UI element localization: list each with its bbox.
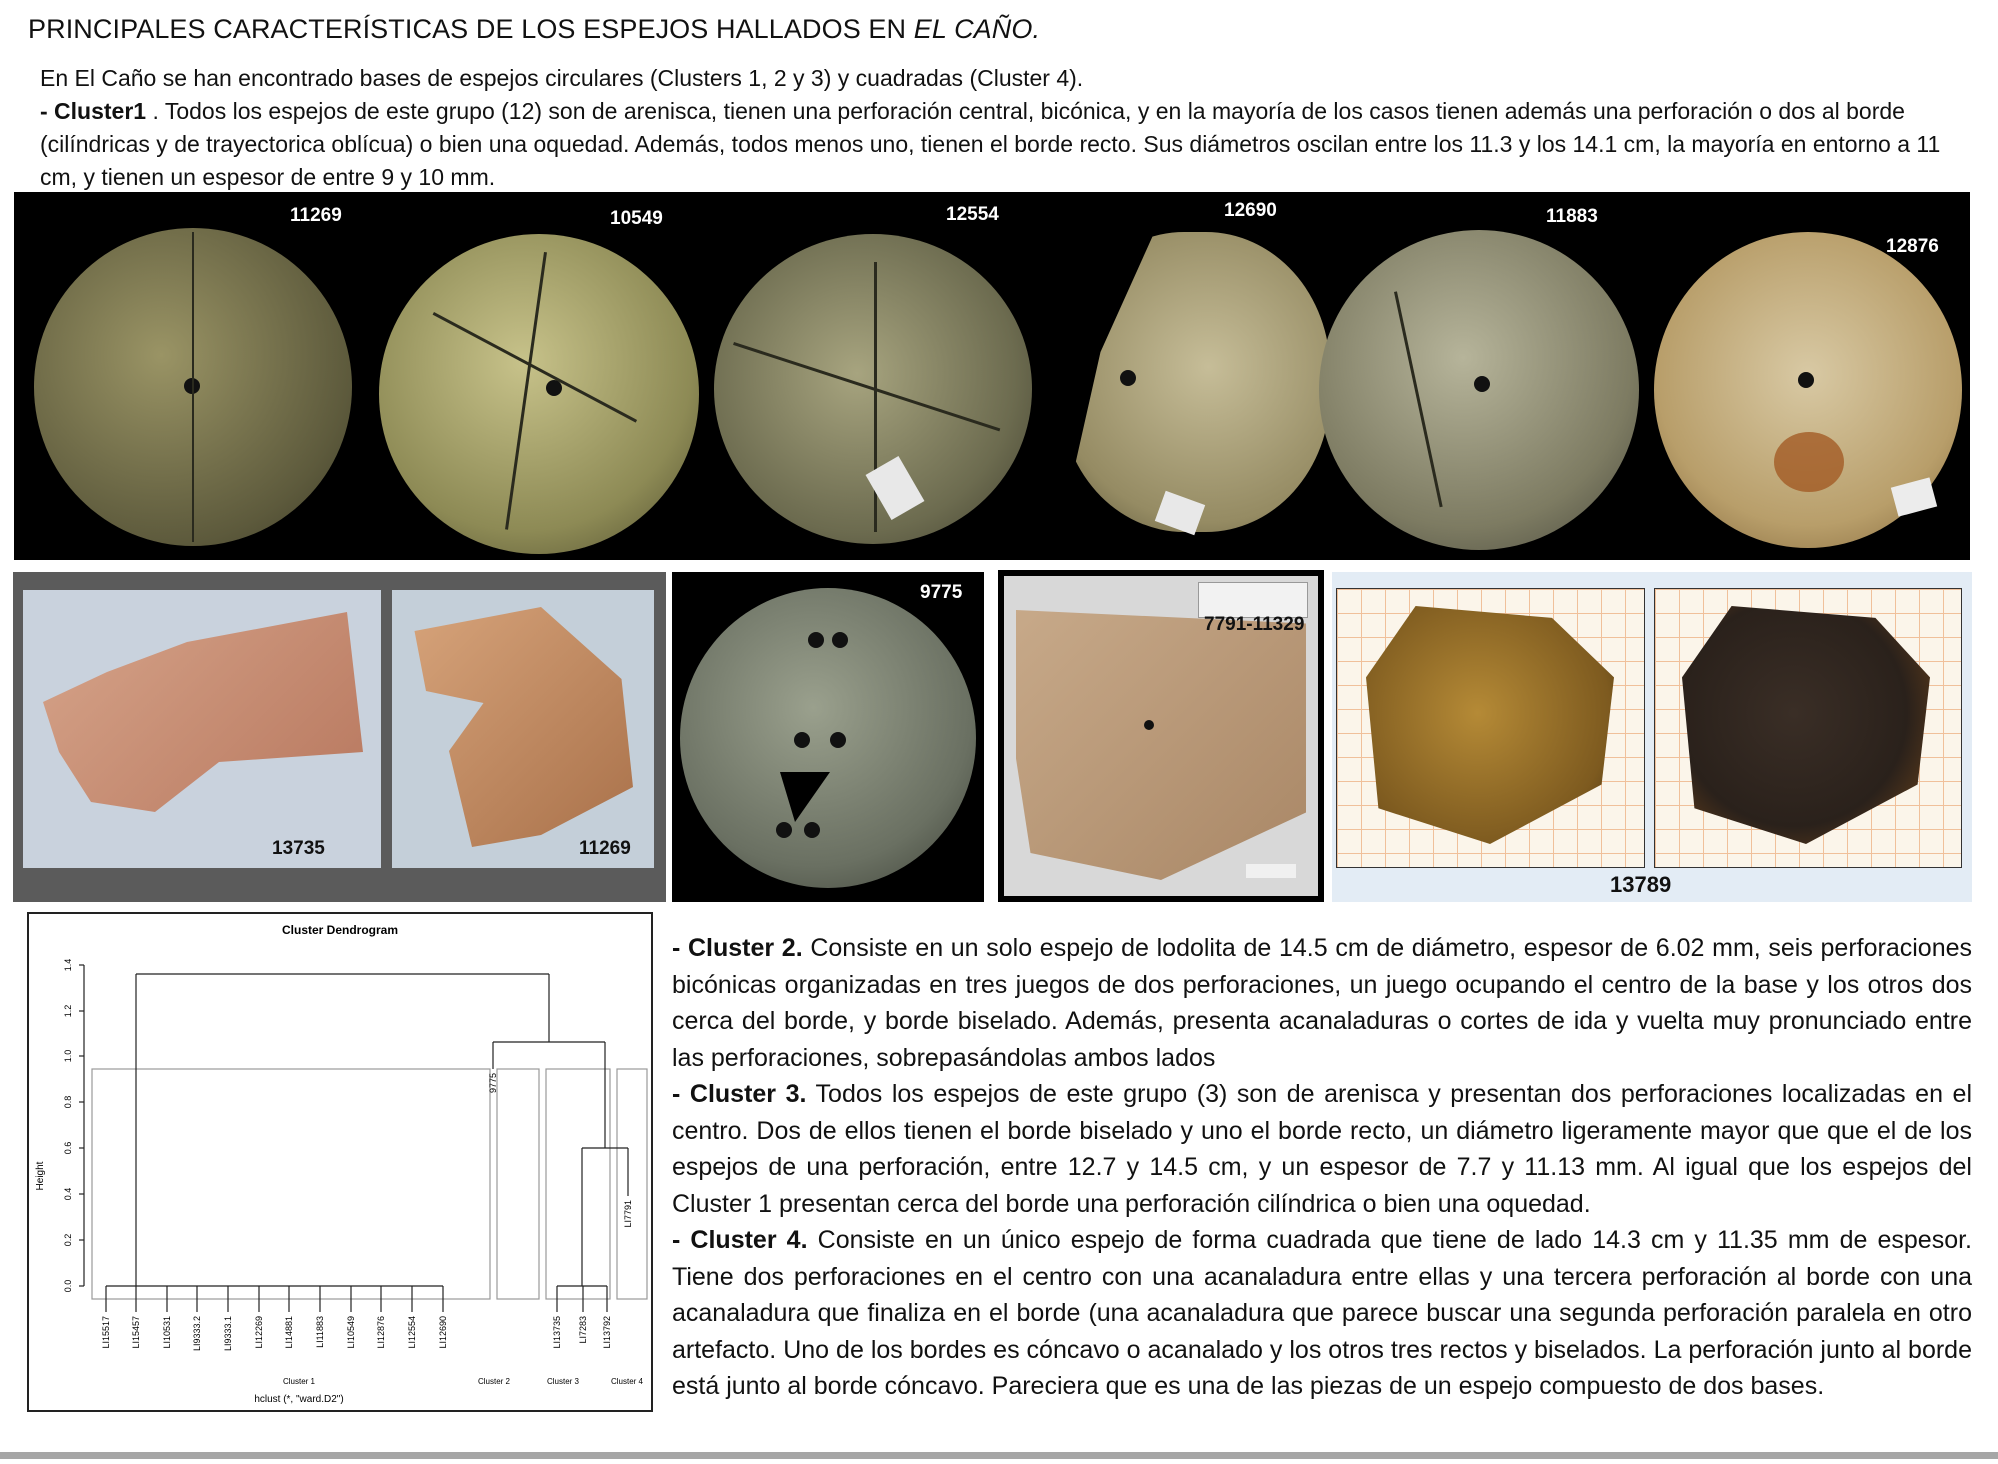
- perforation: [776, 822, 792, 838]
- cluster4-label: - Cluster 4.: [672, 1226, 808, 1254]
- perforation: [804, 822, 820, 838]
- photo-label: 7791-11329: [1204, 614, 1305, 635]
- rust-stain: [1774, 432, 1844, 492]
- cluster3-text: Todos los espejos de este grupo (3) son de arenisca y presentan dos perforaciones localizadas en el centro. Dos de ellos tienen el borde biselado y uno el borde recto, un diámetro ligeramente mayor que que el de los espejos de una perforación, entre 12.7 y 14.5 cm, y un espesor de 7.7 y 11.13 mm. Al igual que los espejos del Cluster 1 presentan cerca del borde una perforación cilíndrica o bien una oquedad.: [672, 1080, 1972, 1218]
- intro-paragraph: [40, 62, 1970, 194]
- y-tick-label: 0.4: [63, 1187, 73, 1201]
- photo-label: 12690: [1224, 200, 1277, 221]
- photo-label: 11269: [290, 205, 342, 226]
- cluster3-paragraph: [672, 1076, 1972, 1222]
- title-emphasis: EL CAÑO.: [913, 14, 1041, 44]
- perforation: [794, 732, 810, 748]
- leaf-label: LI10531: [162, 1316, 172, 1349]
- leaf-label: LI12876: [376, 1316, 386, 1349]
- perforation: [1120, 370, 1136, 386]
- leaf-label: LI14881: [284, 1316, 294, 1349]
- leaf-label: 9775: [488, 1073, 498, 1094]
- cluster4-paragraph: [672, 1222, 1972, 1405]
- leaf-label: LI12269: [254, 1316, 264, 1349]
- leaf-label: LI13792: [602, 1316, 612, 1349]
- photo-panel-cluster3: [13, 572, 666, 902]
- cluster1-description: [40, 95, 1970, 194]
- cluster-label: Cluster 3: [546, 1377, 580, 1386]
- page-title: [28, 14, 1040, 45]
- cluster-label: Cluster 4: [610, 1377, 644, 1386]
- cluster2-paragraph: [672, 930, 1972, 1076]
- perforation: [832, 632, 848, 648]
- leaf-label: LI12690: [438, 1316, 448, 1349]
- y-tick-label: 0.2: [63, 1233, 73, 1247]
- y-tick-label: 0.8: [63, 1095, 73, 1109]
- leaf-label: LI13735: [552, 1316, 562, 1349]
- clusters-description: [672, 930, 1972, 1405]
- x-axis-label: hclust (*, "ward.D2"): [254, 1394, 344, 1405]
- y-tick-label: 1.4: [63, 958, 73, 972]
- cluster1-label: - Cluster1: [40, 98, 147, 124]
- leaf-label: LI15457: [131, 1316, 141, 1349]
- cluster1-text: . Todos los espejos de este grupo (12) son de arenisca, tienen una perforación central, bicónica, y en la mayoría de los casos tienen además una perforación o dos al borde (cilíndricas y de trayectorica oblícua) o bien una oquedad. Además, todos menos uno, tienen el borde recto. Sus diámetros oscilan entre los 11.3 y los 14.1 cm, la mayoría en entorno a 11 cm, y tienen un espesor de entre 9 y 10 mm.: [40, 98, 1941, 190]
- photo-label: 12554: [946, 204, 999, 225]
- crack-line: [192, 232, 194, 542]
- photo-label: 10549: [610, 208, 663, 229]
- photo-label: 13735: [272, 838, 325, 859]
- leaf-label: LI7283: [578, 1316, 588, 1344]
- cluster4-text: Consiste en un único espejo de forma cuadrada que tiene de lado 14.3 cm y 11.35 mm de espesor. Tiene dos perforaciones en el centro con una acanaladura entre ellas y una tercera perforación al borde con una acanaladura que finaliza en el borde (una acanaladura que parece buscar una segunda perforación paralela en otro artefacto. Uno de los bordes es cóncavo o acanalado y los otros tres rectos y biselados. La perforación junto al borde está junto al borde cóncavo. Pareciera que es una de las piezas de un espejo compuesto de dos bases.: [672, 1226, 1972, 1400]
- photo-strip-cluster1: [14, 192, 1970, 560]
- dendrogram-title: Cluster Dendrogram: [281, 923, 399, 937]
- color-scale: [1198, 582, 1308, 618]
- leaf-label: LI9333.1: [223, 1316, 233, 1352]
- perforation: [808, 632, 824, 648]
- y-tick-label: 1.2: [63, 1004, 73, 1018]
- leaf-label: LI11883: [315, 1316, 325, 1348]
- y-tick-label: 0.0: [63, 1279, 73, 1293]
- photo-label: 11269: [579, 838, 631, 859]
- leaf-label: LI15517: [101, 1316, 111, 1349]
- photo-panel-13789: [1332, 572, 1972, 902]
- photo-panel-cluster4: [998, 570, 1324, 902]
- dendrogram-frame: [27, 912, 653, 1412]
- sample-tag: [1246, 864, 1296, 878]
- footer-rule: [0, 1452, 1998, 1459]
- photo-label: 9775: [920, 582, 963, 603]
- perforation: [1144, 720, 1154, 730]
- mirror-photo: [1060, 232, 1330, 532]
- cluster-label: Cluster 2: [477, 1377, 511, 1386]
- leaf-label: LI7791: [623, 1200, 633, 1228]
- perforation: [830, 732, 846, 748]
- perforation: [1798, 372, 1814, 388]
- y-axis-label: Height: [35, 1161, 46, 1191]
- photo-label: 13789: [1610, 872, 1672, 897]
- leaf-label: LI10549: [346, 1316, 356, 1349]
- photo-panel-cluster2: [672, 572, 984, 902]
- y-tick-label: 0.6: [63, 1141, 73, 1155]
- cluster2-label: - Cluster 2.: [672, 934, 803, 962]
- photo-label: 11883: [1546, 206, 1598, 227]
- leaf-label: LI9333.2: [192, 1316, 202, 1352]
- dendrogram-chart: [29, 914, 651, 1410]
- mirror-photo: [680, 588, 976, 888]
- perforation: [1474, 376, 1490, 392]
- title-text: PRINCIPALES CARACTERÍSTICAS DE LOS ESPEJOS HALLADOS EN: [28, 14, 914, 44]
- cluster-label: Cluster 1: [282, 1377, 316, 1386]
- intro-line: En El Caño se han encontrado bases de espejos circulares (Clusters 1, 2 y 3) y cuadradas (Cluster 4).: [40, 65, 1084, 91]
- cluster2-text: Consiste en un solo espejo de lodolita de 14.5 cm de diámetro, espesor de 6.02 mm, seis perforaciones bicónicas organizadas en tres juegos de dos perforaciones, un juego ocupando el centro de la base y los otros dos cerca del borde, y borde biselado. Además, presenta acanaladuras o cortes de ida y vuelta muy pronunciado entre las perforaciones, sobrepasándolas ambos lados: [672, 934, 1973, 1072]
- photo-label: 12876: [1886, 236, 1939, 257]
- y-tick-label: 1.0: [63, 1049, 73, 1063]
- cluster3-label: - Cluster 3.: [672, 1080, 807, 1108]
- leaf-label: LI12554: [407, 1316, 417, 1349]
